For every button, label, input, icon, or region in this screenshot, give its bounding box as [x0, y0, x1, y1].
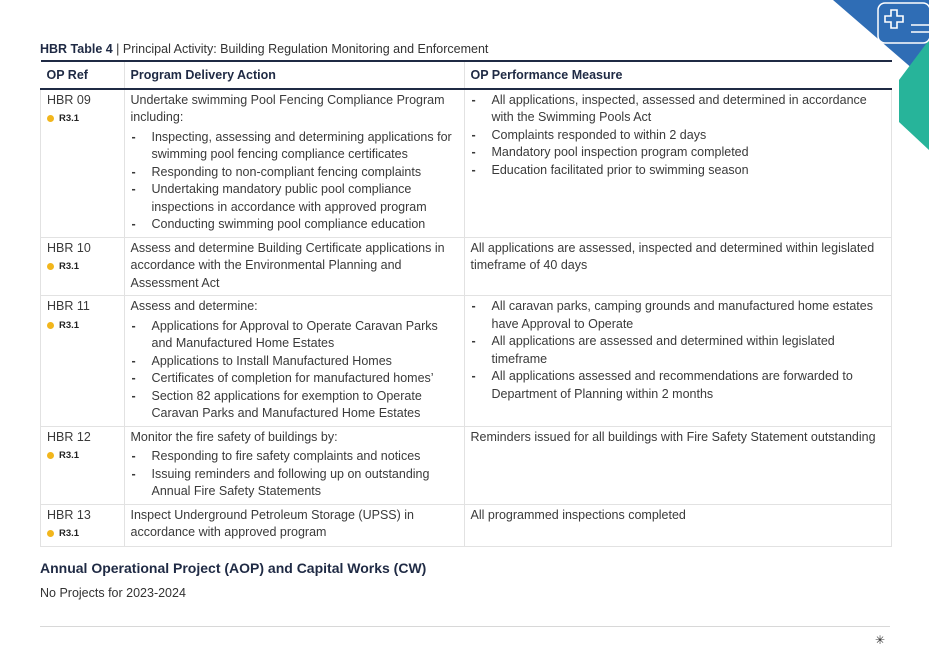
status-dot-icon [47, 530, 54, 537]
op-ref: HBR 10 [47, 240, 91, 255]
program-action-cell [124, 426, 464, 504]
action-intro: Inspect Underground Petroleum Storage (UPSS) in accordance with approved program [130, 507, 414, 539]
action-item: - Responding to fire safety complaints and notices [131, 448, 458, 466]
performance-measure-cell [464, 89, 892, 238]
reference-tag [47, 447, 118, 465]
op-ref-cell [41, 504, 125, 546]
performance-measure-cell [464, 296, 892, 427]
reference-tag [47, 317, 118, 335]
header-program-delivery-action: Program Delivery Action [124, 61, 464, 89]
reference-tag-label: R3.1 [59, 319, 80, 331]
op-ref: HBR 12 [47, 429, 91, 444]
reference-tag [47, 525, 118, 543]
program-action-cell [124, 89, 464, 238]
op-ref-cell [41, 89, 125, 238]
program-action-cell [124, 237, 464, 296]
measure-list [471, 298, 886, 403]
reference-tag [47, 110, 118, 128]
measure-item: - All applications, inspected, assessed and determined in accordance with the Swimming Pools Act [471, 92, 886, 127]
table-row [41, 504, 892, 546]
table-row [41, 89, 892, 238]
header-op-performance-measure: OP Performance Measure [464, 61, 892, 89]
status-dot-icon [47, 263, 54, 270]
op-ref: HBR 09 [47, 92, 91, 107]
measure-item: - Mandatory pool inspection program completed [471, 144, 886, 162]
reference-tag-label: R3.1 [59, 450, 80, 461]
table-caption [40, 42, 488, 56]
performance-measure-cell [464, 426, 892, 504]
table-caption-text: Principal Activity: Building Regulation Monitoring and Enforcement [122, 42, 489, 56]
action-item: - Conducting swimming pool compliance education [131, 216, 458, 234]
header-op-ref: OP Ref [46, 68, 88, 82]
action-item: - Applications to Install Manufactured Homes [131, 353, 458, 371]
measure-text: All programmed inspections completed [470, 507, 686, 522]
performance-measure-cell [464, 504, 892, 546]
action-item: - Issuing reminders and following up on outstanding Annual Fire Safety Statements [131, 466, 458, 501]
section-text: No Projects for 2023-2024 [40, 586, 186, 600]
action-intro: Undertake swimming Pool Fencing Compliance Program including: [130, 92, 445, 124]
measure-item: - All caravan parks, camping grounds and manufactured home estates have Approval to Operate [471, 298, 886, 333]
measure-list [471, 92, 886, 180]
measure-text: Reminders issued for all buildings with Fire Safety Statement outstanding [470, 429, 876, 444]
action-intro: Assess and determine Building Certificate applications in accordance with the Environmental Planning and Assessment Act [130, 240, 445, 290]
action-item: - Undertaking mandatory public pool compliance inspections in accordance with approved program [131, 181, 458, 216]
op-ref: HBR 13 [47, 507, 91, 522]
performance-measure-cell [464, 237, 892, 296]
table-row [41, 426, 892, 504]
program-action-cell [124, 296, 464, 427]
action-list [131, 448, 458, 501]
measure-item: - Education facilitated prior to swimming season [471, 162, 886, 180]
status-dot-icon [47, 322, 54, 329]
measure-item: - All applications are assessed and determined within legislated timeframe [471, 333, 886, 368]
measure-text: All applications are assessed, inspected and determined within legislated timeframe of 40 days [470, 240, 875, 272]
medical-cross-icon [878, 3, 929, 43]
program-action-cell [124, 504, 464, 546]
action-item: - Section 82 applications for exemption to Operate Caravan Parks and Manufactured Home Estates [131, 388, 458, 423]
action-intro: Assess and determine: [130, 299, 258, 313]
table-caption-label: HBR Table 4 [40, 42, 113, 56]
reference-tag-label: R3.1 [59, 261, 80, 272]
action-intro: Monitor the fire safety of buildings by: [130, 429, 338, 444]
action-item: - Inspecting, assessing and determining applications for swimming pool fencing compliance certificates [131, 129, 458, 164]
action-item: - Applications for Approval to Operate Caravan Parks and Manufactured Home Estates [131, 318, 458, 353]
action-item: - Responding to non-compliant fencing complaints [131, 164, 458, 182]
reference-tag [47, 258, 118, 276]
action-list [131, 129, 458, 234]
measure-item: - Complaints responded to within 2 days [471, 127, 886, 145]
status-dot-icon [47, 452, 54, 459]
measure-item: - All applications assessed and recommendations are forwarded to Department of Planning within 2 months [471, 368, 886, 403]
table-caption-separator: | [112, 42, 123, 56]
table-header-row [41, 61, 892, 89]
asterisk-icon: ✳ [874, 633, 885, 647]
section-title: Annual Operational Project (AOP) and Capital Works (CW) [40, 560, 427, 576]
table-row [41, 237, 892, 296]
action-list [131, 318, 458, 423]
footer-divider [40, 626, 890, 627]
table-row [41, 296, 892, 427]
activity-table [40, 60, 892, 547]
reference-tag-label: R3.1 [59, 113, 80, 124]
op-ref-cell [41, 426, 125, 504]
op-ref: HBR 11 [47, 299, 90, 313]
action-item: - Certificates of completion for manufactured homes’ [131, 370, 458, 388]
status-dot-icon [47, 115, 54, 122]
op-ref-cell [41, 237, 125, 296]
op-ref-cell [41, 296, 125, 427]
reference-tag-label: R3.1 [59, 528, 80, 539]
